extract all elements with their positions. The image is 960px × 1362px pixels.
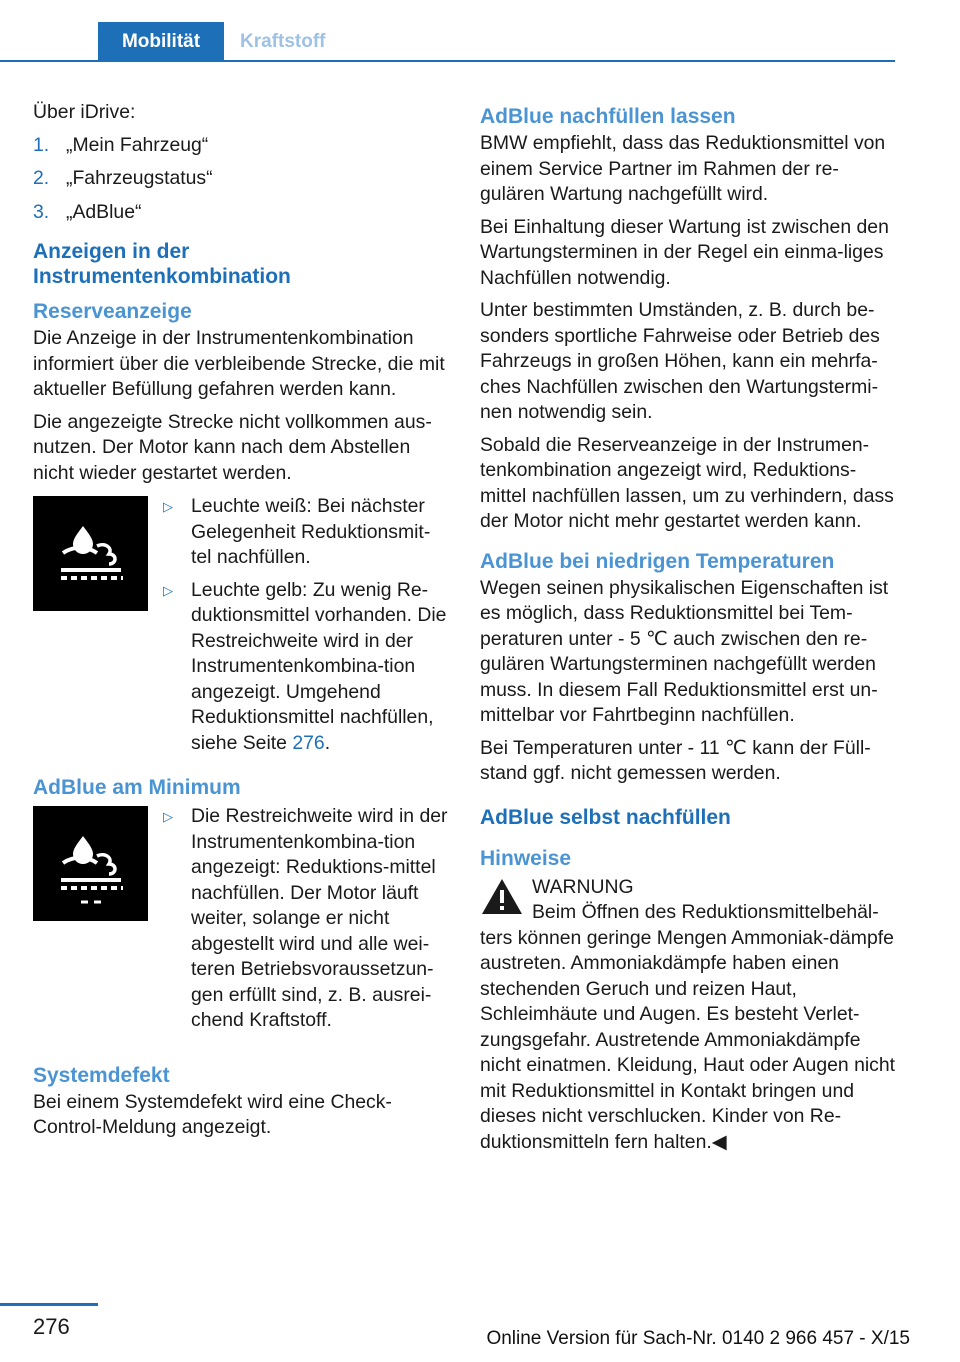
list-item (163, 494, 448, 571)
step-number: 1. (33, 133, 50, 156)
bullet-text: Leuchte gelb: Zu wenig Re-duktionsmittel vorhanden. Die Restreichweite wird in der Instrumentenkombina-tion angezeigt. Umgehend Reduktionsmittel nachfüllen, siehe Seite (191, 578, 447, 754)
online-version-text: Online Version für Sach-Nr. 0140 2 966 457 - X/15 (486, 1328, 910, 1349)
warning-body: ters können geringe Mengen Ammoniak-dämpfe austreten. Ammoniakdämpfe haben einen stechenden Geruch und reizen Haut, Schleimhäute und Augen. Es besteht Verlet-zungsgefahr. Austretende Ammoniakdämpfe nicht einatmen. Kleidung, Haut oder Augen nicht mit Reduktionsmittel in Kontakt bringen und dieses nicht verschlucken. Kinder von Re-duktionsmitteln fern halten.◀ (480, 926, 896, 1153)
tab-mobilitaet[interactable]: Mobilität (98, 22, 224, 62)
warning-title: WARNUNG (532, 875, 634, 898)
reserve-paragraph-1: Die Anzeige in der Instrumentenkombination informiert über die verbleibende Strecke, die mit aktueller Befüllung gefahren werden kann. (33, 327, 445, 400)
service-paragraph-1: BMW empfiehlt, dass das Reduktionsmittel von einem Service Partner im Rahmen der re-gulären Wartung nachgefüllt wird. (480, 132, 886, 205)
list-item (163, 578, 448, 757)
warning-triangle-icon (480, 877, 528, 925)
step-label: „Fahrzeugstatus“ (66, 167, 213, 189)
bullet-text: Die Restreichweite wird in der Instrumentenkombina-tion angezeigt: Reduktions-mittel nachfüllen. Der Motor läuft weiter, solange er nicht abgestellt wird und alle wei-teren Betriebsvoraussetzun-gen erfüllt sind, z. B. ausrei-chend Kraftstoff. (191, 805, 448, 1031)
heading-reserve: Reserveanzeige (33, 300, 192, 323)
tab-kraftstoff[interactable]: Kraftstoff (240, 31, 326, 52)
adblue-indicator-icon (33, 496, 148, 611)
defect-paragraph: Bei einem Systemdefekt wird eine Check-Control-Meldung angezeigt. (33, 1090, 392, 1138)
footer-rule (0, 1303, 98, 1306)
lowtemp-paragraph-1: Wegen seinen physikalischen Eigenschaften ist es möglich, dass Reduktionsmittel bei Tem-peraturen unter - 5 ℃ auch zwischen den re-gulären Wartungsterminen nachgefüllt werden muss. In diesem Fall Reduktionsmittel erst un-mittelbar vor Fahrtbeginn nachfüllen. (480, 576, 889, 726)
page-header (0, 22, 895, 62)
list-item (163, 804, 448, 1034)
heading-display: Anzeigen in der Instrumentenkombination (33, 240, 291, 288)
minimum-indicator-block (33, 804, 448, 1041)
header-rule (0, 60, 895, 62)
heading-minimum: AdBlue am Minimum (33, 776, 241, 799)
bullet-text-with-link: Leuchte gelb: Zu wenig Re-duktionsmittel vorhanden. Die Restreichweite wird in der Instrumentenkombina-tion angezeigt. Umgehend Reduktionsmittel nachfüllen, siehe Seite 276. (191, 578, 447, 754)
triangle-bullet-icon: ▷ (163, 809, 173, 824)
heading-defect: Systemdefekt (33, 1063, 170, 1087)
list-item (33, 133, 448, 159)
page-link[interactable]: 276 (292, 731, 325, 754)
warning-box (480, 875, 900, 926)
list-item (33, 166, 448, 192)
lowtemp-paragraph-2: Bei Temperaturen unter - 11 ℃ kann der Füll-stand ggf. nicht gemessen werden. (480, 736, 871, 784)
triangle-bullet-icon: ▷ (163, 499, 173, 514)
page-number: 276 (33, 1314, 70, 1339)
bullet-text: Leuchte weiß: Bei nächster Gelegenheit Reduktionsmit-tel nachfüllen. (191, 495, 431, 568)
left-column (33, 100, 448, 1148)
step-number: 2. (33, 167, 50, 189)
minimum-bullets (163, 804, 448, 1041)
triangle-bullet-icon: ▷ (163, 582, 173, 598)
step-number: 3. (33, 200, 50, 223)
step-label: „AdBlue“ (66, 200, 142, 223)
heading-service-refill: AdBlue nachfüllen lassen (480, 105, 736, 128)
idrive-steps (33, 133, 448, 226)
reserve-bullets (163, 494, 448, 763)
reserve-paragraph-2: Die angezeigte Strecke nicht vollkommen aus-nutzen. Der Motor kann nach dem Abstellen nicht wieder gestartet werden. (33, 410, 432, 484)
service-paragraph-4: Sobald die Reserveanzeige in der Instrumen-tenkombination angezeigt wird, Reduktions-mittel nachfüllen lassen, um zu verhindern, dass der Motor nicht mehr gestartet werden kann. (480, 433, 894, 532)
right-column (480, 100, 900, 1162)
warning-first-line: Beim Öffnen des Reduktionsmittelbehäl- (532, 901, 879, 923)
heading-notes: Hinweise (480, 846, 572, 870)
adblue-indicator-icon (33, 806, 148, 921)
heading-low-temperature: AdBlue bei niedrigen Temperaturen (480, 549, 835, 573)
warning-header-text (532, 875, 900, 926)
reserve-indicator-block (33, 494, 448, 763)
service-paragraph-2: Bei Einhaltung dieser Wartung ist zwischen den Wartungsterminen in der Regel ein einma-liges Nachfüllen notwendig. (480, 215, 889, 289)
step-label: „Mein Fahrzeug“ (66, 133, 209, 156)
idrive-intro: Über iDrive: (33, 101, 136, 123)
service-paragraph-3: Unter bestimmten Umständen, z. B. durch be-sonders sportliche Fahrweise oder Betrieb des Fahrzeugs in großen Höhen, kann ein mehrfa-ches Nachfüllen zwischen den Wartungstermi-nen notwendig sein. (480, 299, 880, 423)
list-item (33, 200, 448, 226)
heading-self-refill: AdBlue selbst nachfüllen (480, 805, 731, 829)
